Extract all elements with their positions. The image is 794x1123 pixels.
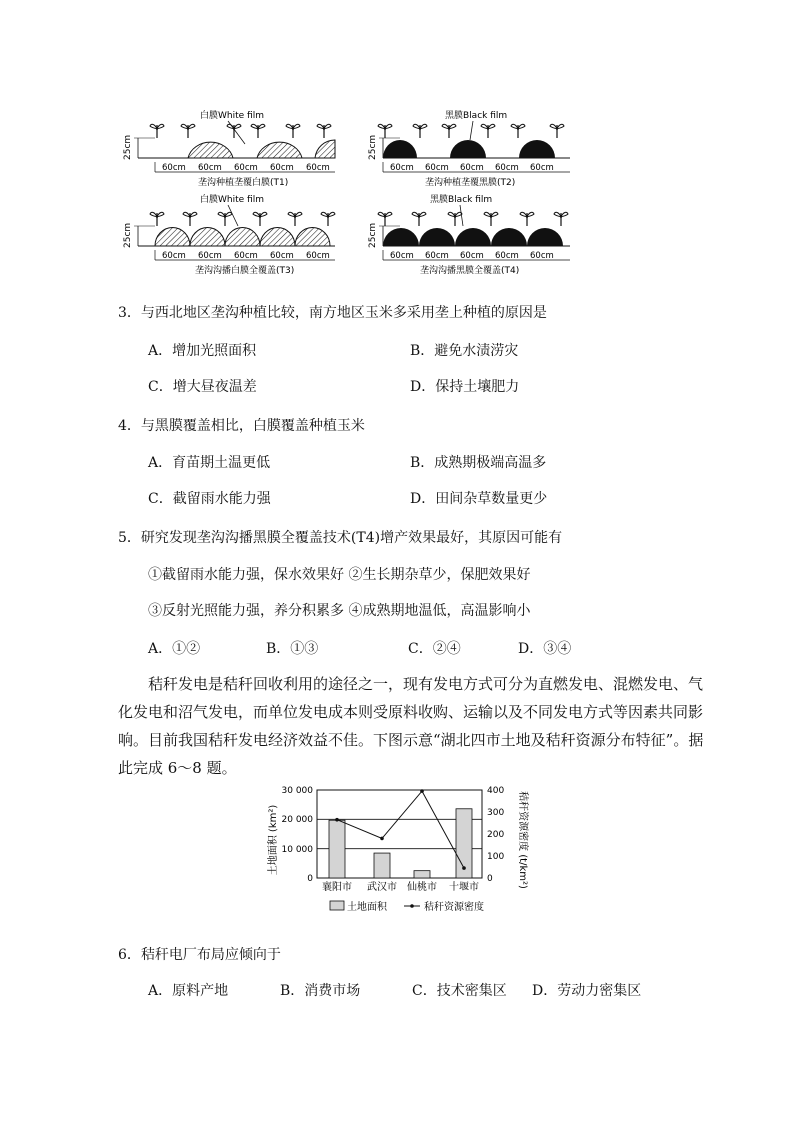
t2-caption: 垄沟种植垄覆黑膜(T2) [425,178,516,188]
y-axis-title: 土地面积 (km²) [268,804,279,876]
t2-film-label: 黑膜Black film [445,111,508,121]
q6-stem: 6．秸秆电厂布局应倾向于 [118,947,281,963]
q4-option-c: C．截留雨水能力强 [148,491,271,507]
y2-tick-label: 400 [487,786,505,796]
svg-text:60cm: 60cm [306,251,330,261]
land-area-bar [414,871,430,878]
svg-text:60cm: 60cm [495,251,519,261]
y2-tick-label: 100 [487,852,505,862]
passage-line-3: 响。目前我国秸秆发电经济效益不佳。下图示意“湖北四市土地及秸秆资源分布特征”。据 [118,731,704,749]
q5-option-d: D．③④ [518,641,572,657]
q6-option-c: C．技术密集区 [412,983,507,999]
q3-option-a: A．增加光照面积 [148,343,257,359]
straw-density-point [462,866,466,870]
q5-statement-line-2: ③反射光照能力强，养分积累多 ④成熟期地温低，高温影响小 [148,603,531,619]
t1-film-label: 白膜White film [200,111,264,121]
svg-text:60cm: 60cm [234,251,258,261]
q5-option-c: C．②④ [408,641,461,657]
q6-option-b: B．消费市场 [280,983,361,999]
q5-option-a: A．①② [148,641,201,657]
y2-axis-title: 秸秆资源密度 (t/km²) [517,791,528,889]
svg-text:60cm: 60cm [270,251,294,261]
q6-option-d: D．劳动力密集区 [532,983,642,999]
svg-text:60cm: 60cm [425,251,449,261]
svg-text:60cm: 60cm [390,163,414,173]
q3-stem: 3．与西北地区垄沟种植比较，南方地区玉米多采用垄上种植的原因是 [118,305,547,321]
q3-option-c: C．增大昼夜温差 [148,379,257,395]
svg-text:60cm: 60cm [495,163,519,173]
y-tick-label: 0 [307,874,313,884]
q5-statement-line-1: ①截留雨水能力强，保水效果好 ②生长期杂草少，保肥效果好 [148,567,531,583]
svg-text:60cm: 60cm [270,163,294,173]
t4-height-label: 25cm [368,222,378,248]
passage-line-4: 此完成 6～8 题。 [118,759,237,777]
category-label: 襄阳市 [322,882,352,893]
straw-density-point [380,837,384,841]
y-tick-label: 10 000 [281,845,313,855]
svg-text:60cm: 60cm [162,251,186,261]
t3-film-label: 白膜White film [200,195,264,205]
q3-option-b: B．避免水渍涝灾 [410,343,519,359]
t4-film-label: 黑膜Black film [430,195,493,205]
svg-text:60cm: 60cm [530,163,554,173]
q4-stem: 4．与黑膜覆盖相比，白膜覆盖种植玉米 [118,418,365,434]
q5-option-b: B．①③ [266,641,319,657]
t1-height-label: 25cm [123,134,133,160]
straw-density-line [337,791,464,868]
ridge-furrow-diagram [110,100,590,280]
category-label: 十堰市 [449,882,479,893]
svg-text:60cm: 60cm [460,251,484,261]
panel-t3 [123,193,335,276]
y2-tick-label: 200 [487,830,505,840]
q3-option-d: D．保持土壤肥力 [410,379,520,395]
svg-text:60cm: 60cm [425,163,449,173]
category-label: 武汉市 [367,882,397,893]
legend-bar-swatch [330,901,344,910]
straw-density-point [335,818,339,822]
q4-option-a: A．育苗期土温更低 [148,455,271,471]
t1-caption: 垄沟种植垄覆白膜(T1) [198,178,289,188]
passage-line-2: 化发电和沼气发电，而单位发电成本则受原料收购、运输以及不同发电方式等因素共同影 [118,703,704,721]
t3-height-label: 25cm [123,222,133,248]
hubei-land-straw-chart [262,780,542,920]
svg-text:60cm: 60cm [460,163,484,173]
svg-text:60cm: 60cm [198,163,222,173]
legend-label-straw: 秸秆资源密度 [424,902,484,913]
t4-caption: 垄沟沟播黑膜全覆盖(T4) [420,266,520,276]
straw-density-point [420,789,424,793]
svg-text:60cm: 60cm [530,251,554,261]
land-area-bar [374,853,390,878]
y-tick-label: 20 000 [281,815,313,825]
y2-tick-label: 300 [487,808,505,818]
svg-text:60cm: 60cm [234,163,258,173]
svg-text:60cm: 60cm [390,251,414,261]
t3-caption: 垄沟沟播白膜全覆盖(T3) [195,266,295,276]
q4-option-d: D．田间杂草数量更少 [410,491,548,507]
svg-text:60cm: 60cm [306,163,330,173]
legend-label-land: 土地面积 [347,902,387,913]
land-area-bar [329,820,345,878]
y-tick-label: 30 000 [281,786,313,796]
y2-tick-label: 0 [487,874,493,884]
category-label: 仙桃市 [407,882,437,893]
q6-option-a: A．原料产地 [148,983,229,999]
panel-t2 [368,109,570,188]
q4-option-b: B．成熟期极端高温多 [410,455,547,471]
svg-text:60cm: 60cm [198,251,222,261]
t2-height-label: 25cm [368,134,378,160]
panel-t4 [368,193,570,276]
panel-t1 [123,109,335,188]
svg-text:60cm: 60cm [162,163,186,173]
q5-stem: 5．研究发现垄沟沟播黑膜全覆盖技术(T4)增产效果最好，其原因可能有 [118,530,563,546]
passage-line-1: 秸秆发电是秸秆回收利用的途径之一，现有发电方式可分为直燃发电、混燃发电、气 [148,675,704,693]
